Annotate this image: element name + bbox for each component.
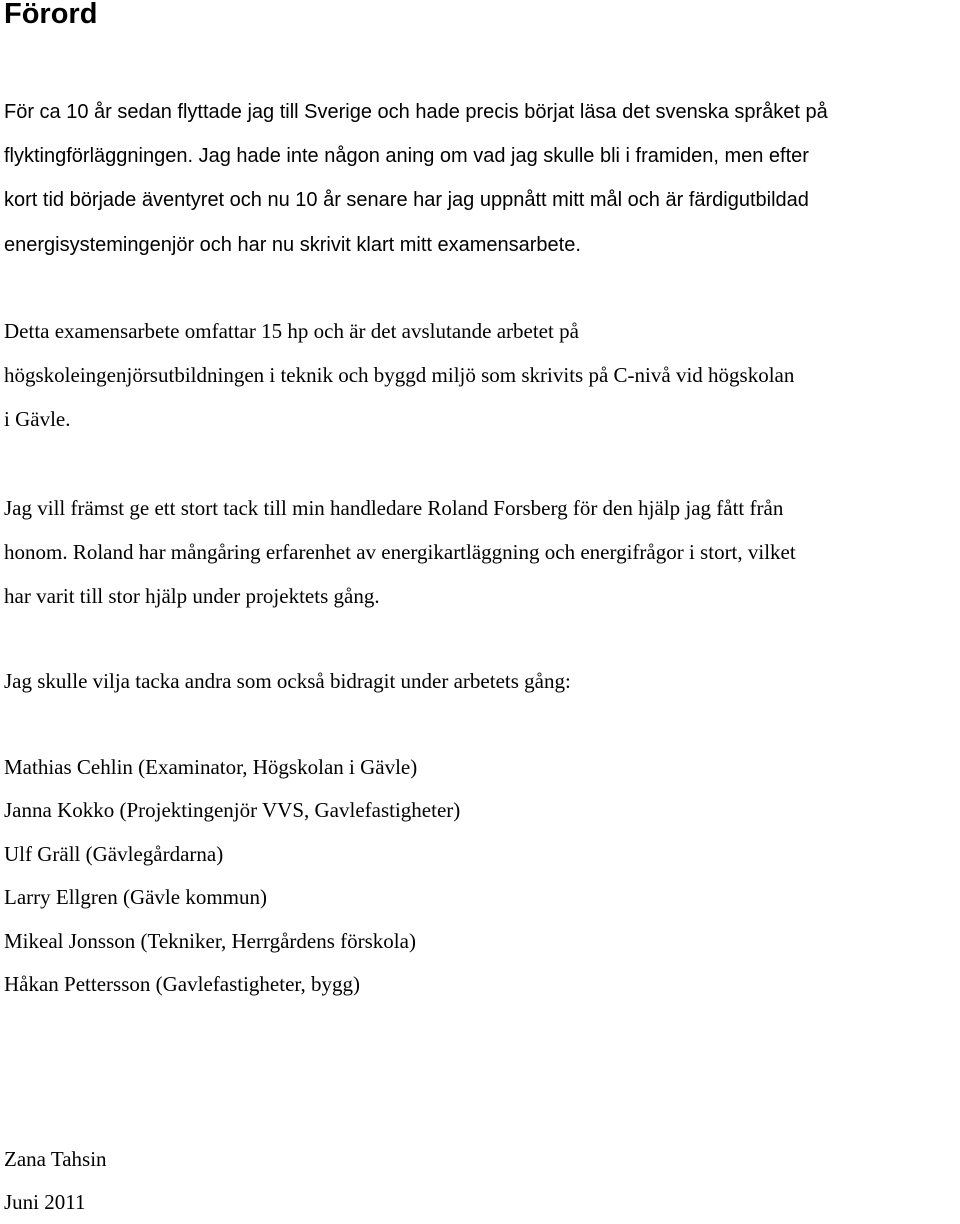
list-item: Mathias Cehlin (Examinator, Högskolan i Gävle) (4, 755, 418, 779)
thanks-paragraph (4, 486, 956, 619)
paragraph-line: honom. Roland har mångåring erfarenhet av energikartläggning och energifrågor i stort, vilket (4, 540, 796, 565)
paragraph-line: kort tid började äventyret och nu 10 år senare har jag uppnått mitt mål och är färdigutbildad (4, 189, 809, 212)
paragraph-line: Detta examensarbete omfattar 15 hp och är det avslutande arbetet på (4, 319, 579, 343)
signature-date: Juni 2011 (4, 1190, 86, 1214)
paragraph-line: energisystemingenjör och har nu skrivit klart mitt examensarbete. (4, 233, 581, 256)
paragraph-line: Jag vill främst ge ett stort tack till min handledare Roland Forsberg för den hjälp jag fått från (4, 496, 784, 520)
scope-paragraph (4, 309, 956, 442)
acknowledgement-list (4, 746, 460, 1006)
paragraph-line: flyktingförläggningen. Jag hade inte någon aning om vad jag skulle bli i framiden, men efter (4, 145, 809, 168)
list-item: Håkan Pettersson (Gavlefastigheter, bygg) (4, 972, 361, 997)
paragraph-line: i Gävle. (4, 407, 71, 432)
list-item: Janna Kokko (Projektingenjör VVS, Gavlefastigheter) (4, 798, 461, 823)
list-item: Larry Ellgren (Gävle kommun) (4, 885, 267, 910)
author-name: Zana Tahsin (4, 1147, 107, 1171)
paragraph-line: För ca 10 år sedan flyttade jag till Sverige och hade precis börjat läsa det svenska språket på (4, 101, 828, 123)
list-item: Ulf Gräll (Gävlegårdarna) (4, 841, 224, 866)
signature-block (4, 1138, 107, 1224)
list-item: Mikeal Jonsson (Tekniker, Herrgårdens förskola) (4, 928, 416, 953)
page-title: Förord (4, 0, 98, 30)
paragraph-line: högskoleingenjörsutbildningen i teknik och byggd miljö som skrivits på C-nivå vid högskolan (4, 363, 795, 388)
intro-paragraph (4, 90, 956, 267)
paragraph-line: har varit till stor hjälp under projektets gång. (4, 584, 380, 609)
acknowledgement-intro: Jag skulle vilja tacka andra som också bidragit under arbetets gång: (4, 669, 571, 693)
